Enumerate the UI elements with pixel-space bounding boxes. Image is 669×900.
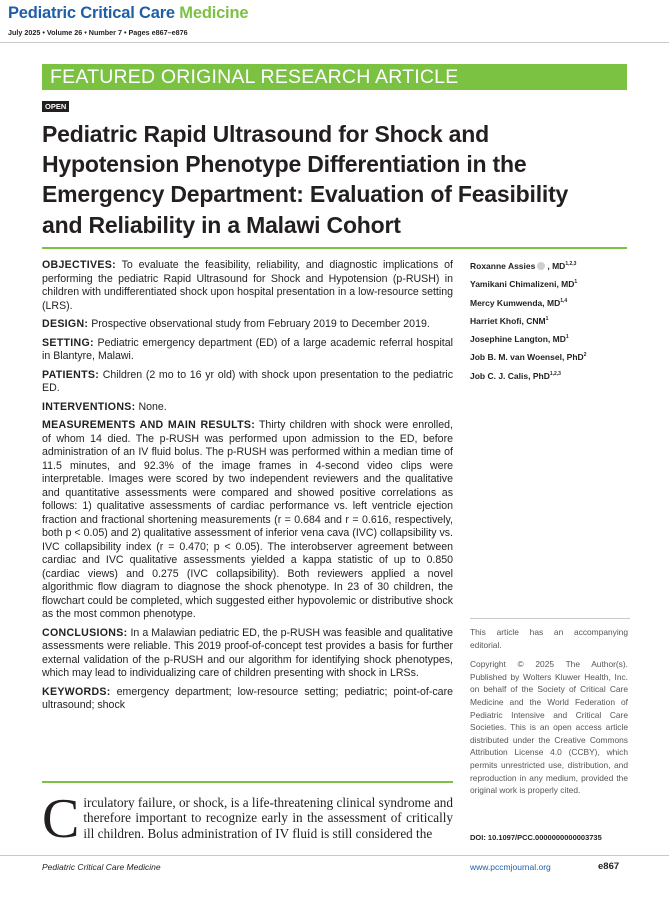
abstract-section-text: In a Malawian pediatric ED, the p-RUSH was feasible and qualitative assessments were reliable. This 2019 proof-of-concept test provides a basis for further external validation of the p-RUSH and our algorithm for identifying shock phenotypes, which may lead to individualizing care of children presenting with shock in LRSs. xyxy=(42,626,453,679)
abstract-section-text: Children (2 mo to 16 yr old) with shock upon presentation to the pediatric ED. xyxy=(42,368,453,394)
author-name: Mercy Kumwenda xyxy=(470,297,543,308)
author-entry xyxy=(470,312,630,330)
author-name: Yamikani Chimalizeni xyxy=(470,279,557,290)
journal-title-accent: Medicine xyxy=(179,4,249,22)
author-degree: , PhD xyxy=(561,352,584,363)
abstract-section xyxy=(42,337,453,364)
sidebar-divider xyxy=(470,618,630,619)
author-entry xyxy=(470,257,630,275)
author-degree: , PhD xyxy=(528,370,550,381)
abstract-section-text: emergency department; low-resource setting; pediatric; point-of-care ultrasound; shock xyxy=(42,685,453,711)
abstract-section xyxy=(42,259,453,313)
author-degree: , CNM xyxy=(521,315,546,326)
author-entry xyxy=(470,294,630,312)
abstract-section-heading: KEYWORDS: xyxy=(42,685,111,698)
author-degree: , MD xyxy=(547,261,566,271)
author-affiliation: 1,4 xyxy=(560,297,568,304)
footer-journal-url[interactable]: www.pccmjournal.org xyxy=(470,862,551,872)
drop-cap: C xyxy=(42,788,80,850)
abstract-section-text: None. xyxy=(138,400,167,413)
abstract-section xyxy=(42,686,453,713)
abstract xyxy=(42,259,453,718)
doi-link[interactable]: DOI: 10.1097/PCC.0000000000003735 xyxy=(470,833,602,842)
abstract-section xyxy=(42,401,453,415)
abstract-section xyxy=(42,627,453,681)
author-affiliation: 1,2,3 xyxy=(565,261,577,268)
article-title: Pediatric Rapid Ultrasound for Shock and Hypotension Phenotype Differentiation in the Emergency Department: Evaluation of Feasibility and Reliability in a Malawi Cohort xyxy=(42,121,569,238)
author-degree: , MD xyxy=(542,297,561,308)
author-degree: , MD xyxy=(556,279,575,290)
footer-journal-name: Pediatric Critical Care Medicine xyxy=(42,862,161,872)
body-text: irculatory failure, or shock, is a life-threatening clinical syndrome and therefore important to recognize early in the assessment of critically ill children. Bolus administration of IV fluid is still considered the xyxy=(83,795,453,841)
abstract-section-heading: INTERVENTIONS: xyxy=(42,400,136,413)
sidebar-notes xyxy=(470,626,628,804)
author-entry xyxy=(470,348,630,366)
open-access-badge: OPEN xyxy=(42,101,69,112)
footer-divider xyxy=(0,855,669,856)
author-name: Harriet Khofi xyxy=(470,315,522,326)
author-affiliation: 1 xyxy=(545,316,549,323)
author-name: Job B. M. van Woensel xyxy=(470,352,562,363)
author-list xyxy=(470,257,630,385)
author-name: Job C. J. Calis xyxy=(470,370,529,381)
editorial-note: This article has an accompanying editorial. xyxy=(470,627,628,650)
abstract-section-heading: CONCLUSIONS: xyxy=(42,626,128,639)
author-name: Roxanne Assies xyxy=(470,261,536,271)
abstract-section xyxy=(42,318,453,332)
abstract-section-heading: MEASUREMENTS AND MAIN RESULTS: xyxy=(42,419,256,431)
page-number: e867 xyxy=(598,861,620,872)
abstract-section-text: To evaluate the feasibility, reliability, and diagnostic implications of performing the pediatric Rapid Ultrasound for Shock and Hypotension (p-RUSH) in children with undifferentiated shock upon hospital presentation in a low-resource setting (LRS). xyxy=(42,259,453,312)
journal-title xyxy=(8,4,248,23)
author-entry xyxy=(470,330,630,348)
author-affiliation: 1,2,3 xyxy=(549,370,561,377)
abstract-section-text: Pediatric emergency department (ED) of a large academic referral hospital in Blantyre, Malawi. xyxy=(42,336,453,362)
author-name: Josephine Langton xyxy=(470,334,548,345)
article-type-banner: FEATURED ORIGINAL RESEARCH ARTICLE xyxy=(42,64,627,90)
orcid-icon[interactable] xyxy=(537,262,545,270)
abstract-divider xyxy=(42,781,453,783)
header-divider xyxy=(0,42,669,43)
abstract-section-heading: DESIGN: xyxy=(42,318,89,330)
abstract-section-heading: SETTING: xyxy=(42,336,94,349)
issue-line: July 2025 • Volume 26 • Number 7 • Pages e867–e876 xyxy=(8,28,188,37)
journal-title-main: Pediatric Critical Care xyxy=(8,4,175,22)
abstract-section-heading: PATIENTS: xyxy=(42,368,100,381)
author-degree: , MD xyxy=(547,334,566,345)
abstract-section xyxy=(42,419,453,622)
author-affiliation: 2 xyxy=(583,352,587,359)
author-affiliation: 1 xyxy=(574,279,578,286)
title-divider xyxy=(42,247,627,249)
abstract-section-text: Prospective observational study from February 2019 to December 2019. xyxy=(91,318,430,330)
author-entry xyxy=(470,367,630,385)
abstract-section-heading: OBJECTIVES: xyxy=(42,259,116,271)
author-entry xyxy=(470,275,630,293)
copyright-notice: Copyright © 2025 The Author(s). Published by Wolters Kluwer Health, Inc. on behalf of the Society of Critical Care Medicine and the World Federation of Pediatric Intensive and Critical Care Societies. This is an open access article distributed under the Creative Commons Attribution License 4.0 (CCBY), which permits unrestricted use, distribution, and reproduction in any medium, provided the original work is properly cited. xyxy=(470,659,628,796)
body-paragraph xyxy=(42,788,453,850)
abstract-section-text: Thirty children with shock were enrolled, of whom 14 died. The p-RUSH was performed upon admission to the ED, before administration of an IV fluid bolus. The p-RUSH was performed within a median time of 11.5 minutes, and 92.3% of the image frames in 4-second video clips were interpretable. Images were scored by two independent reviewers and the qualitative and quantitative assessments were compared and showed positive correlations as follows: 1) qualitative assessments of cardiac performance vs. left ventricle ejection fraction and fractional shortening measurements (r = 0.684 and r = 0.616, respectively, both p < 0.05) and 2) qualitative assessment of inferior vena cava (IVC) collapsibility vs. IVC collapsibility index (r = 0.470; p < 0.05). The interobserver agreement between cardiac and IVC qualitative assessments yielded a kappa statistic of up to 0.850 (cardiac views) and 0.275 (IVC collapsibility). Both reviewers applied a novel algorithmic flow diagram to diagnose the shock phenotype. In 23 of 30 children, the flowchart could be completed, which suggested either hypovolemic or distributive shock as the most common phenotype. xyxy=(42,419,453,620)
author-affiliation: 1 xyxy=(565,334,569,341)
abstract-section xyxy=(42,369,453,396)
